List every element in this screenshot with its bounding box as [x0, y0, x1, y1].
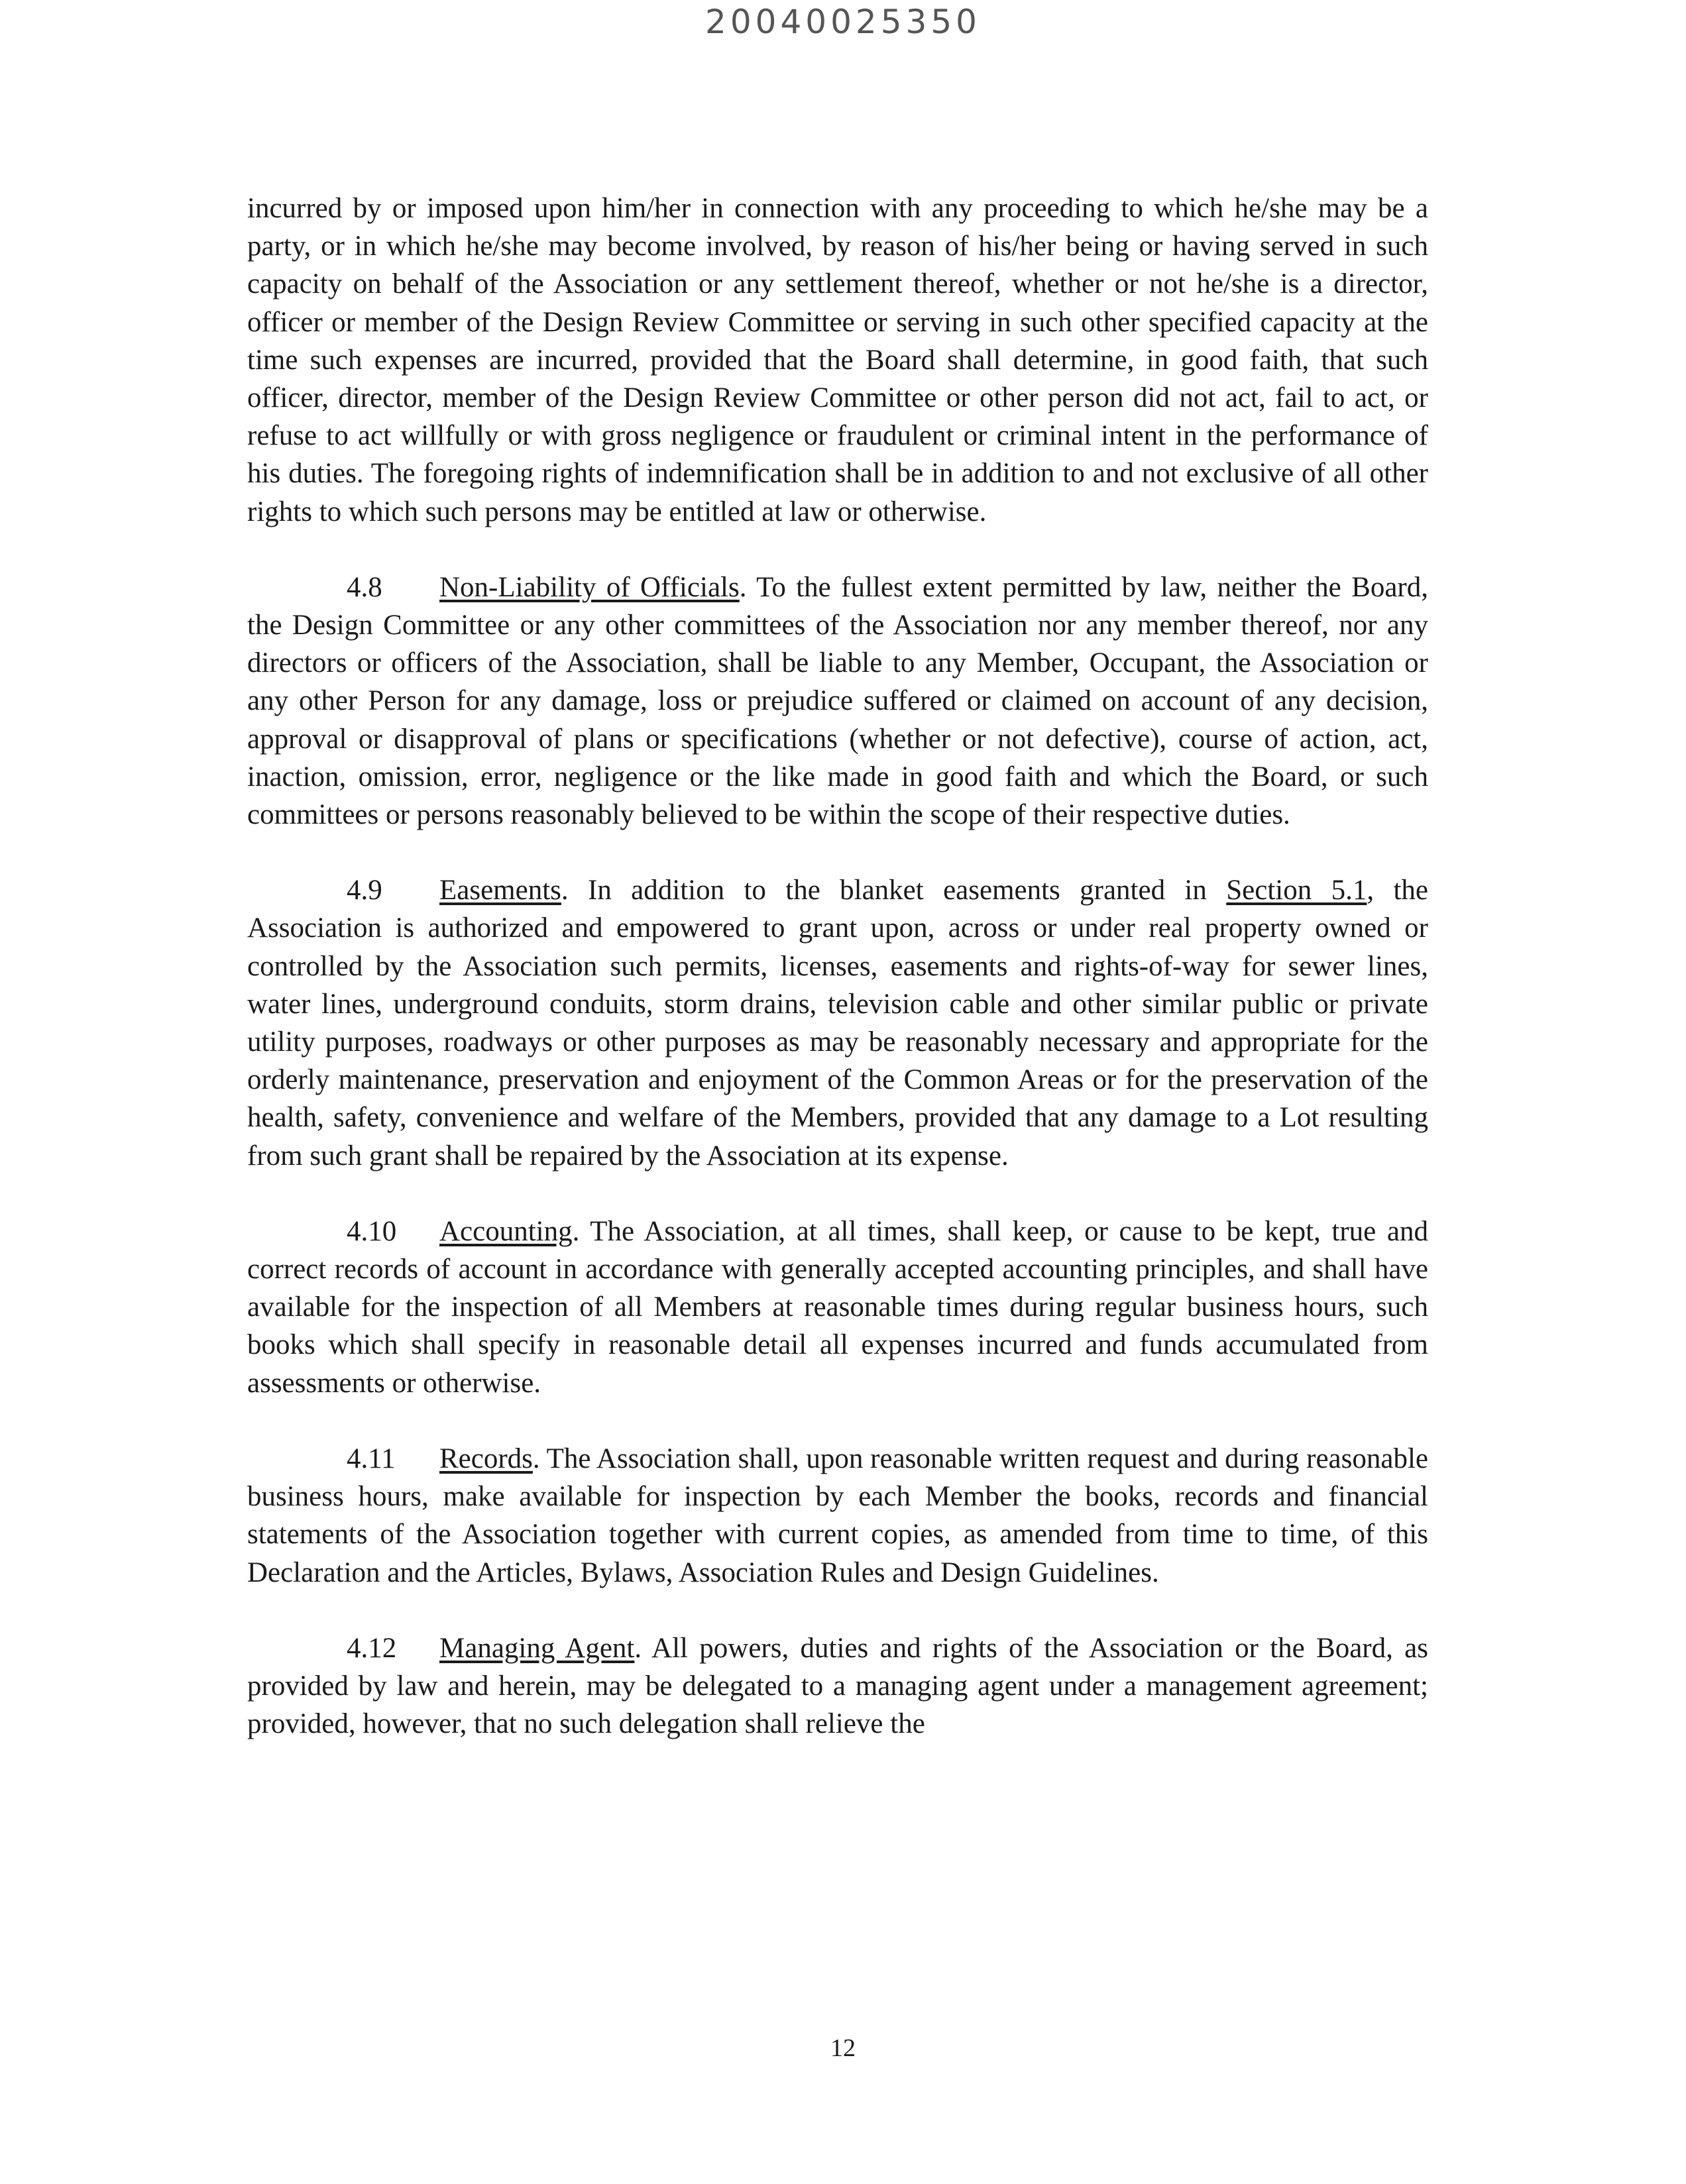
section-number: 4.9	[347, 875, 382, 906]
section-4-12	[247, 1629, 1428, 1743]
section-body-continued: , the Association is authorized and empowered to grant upon, across or under real property owned or controlled by the Association such permits, licenses, easements and rights-of-way for sewer lines, water lines, underground conduits, storm drains, television cable and other similar public or private utility purposes, roadways or other purposes as may be reasonably necessary and appropriate for the orderly maintenance, preservation and enjoyment of the Common Areas or for the preservation of the health, safety, convenience and welfare of the Members, provided that any damage to a Lot resulting from such grant shall be repaired by the Association at its expense.	[247, 875, 1428, 1172]
section-4-8	[247, 569, 1428, 834]
section-body: . The Association, at all times, shall keep, or cause to be kept, true and correct records of account in accordance with generally accepted accounting principles, and shall have available for the inspection of all Members at reasonable times during regular business hours, such books which shall specify in reasonable detail all expenses incurred and funds accumulated from assessments or otherwise.	[247, 1215, 1428, 1399]
section-title: Non-Liability of Officials	[439, 571, 740, 603]
section-number: 4.11	[347, 1443, 396, 1474]
section-title: Managing Agent	[439, 1632, 635, 1664]
paragraph-continuation	[247, 190, 1428, 531]
section-title: Accounting	[439, 1215, 573, 1247]
section-body: . The Association shall, upon reasonable written request and during reasonable business hours, make available for inspection by each Member the books, records and financial statements of the Association together with current copies, as amended from time to time, of this Declaration and the Articles, Bylaws, Association Rules and Design Guidelines.	[247, 1443, 1428, 1588]
section-4-9	[247, 871, 1428, 1175]
section-4-11	[247, 1440, 1428, 1592]
section-body: . To the fullest extent permitted by law, neither the Board, the Design Committee or any other committees of the Association nor any member thereof, nor any directors or officers of the Association, shall be liable to any Member, Occupant, the Association or any other Person for any damage, loss or prejudice suffered or claimed on account of any decision, approval or disapproval of plans or specifications (whether or not defective), course of action, act, inaction, omission, error, negligence or the like made in good faith and which the Board, or such committees or persons reasonably believed to be within the scope of their respective duties.	[247, 571, 1428, 831]
document-number: 20040025350	[705, 3, 981, 41]
section-title: Easements	[439, 875, 561, 906]
page-body	[247, 190, 1428, 1780]
section-number: 4.10	[347, 1215, 397, 1247]
page-number: 12	[830, 2034, 856, 2062]
section-4-10	[247, 1213, 1428, 1402]
section-body: . All powers, duties and rights of the Association or the Board, as provided by law and herein, may be delegated to a managing agent under a management agreement; provided, however, that no such delegation shall relieve the	[247, 1632, 1428, 1740]
section-body: . In addition to the blanket easements granted in	[561, 875, 1227, 906]
section-cross-reference: Section 5.1	[1226, 875, 1367, 906]
section-title: Records	[439, 1443, 533, 1474]
paragraph-text: incurred by or imposed upon him/her in connection with any proceeding to which he/she may be a party, or in which he/she may become involved, by reason of his/her being or having served in such capacity on behalf of the Association or any settlement thereof, whether or not he/she is a director, officer or member of the Design Review Committee or serving in such other specified capacity at the time such expenses are incurred, provided that the Board shall determine, in good faith, that such officer, director, member of the Design Review Committee or other person did not act, fail to act, or refuse to act willfully or with gross negligence or fraudulent or criminal intent in the performance of his duties. The foregoing rights of indemnification shall be in addition to and not exclusive of all other rights to which such persons may be entitled at law or otherwise.	[247, 193, 1428, 527]
section-number: 4.12	[347, 1632, 397, 1664]
section-number: 4.8	[347, 571, 382, 603]
